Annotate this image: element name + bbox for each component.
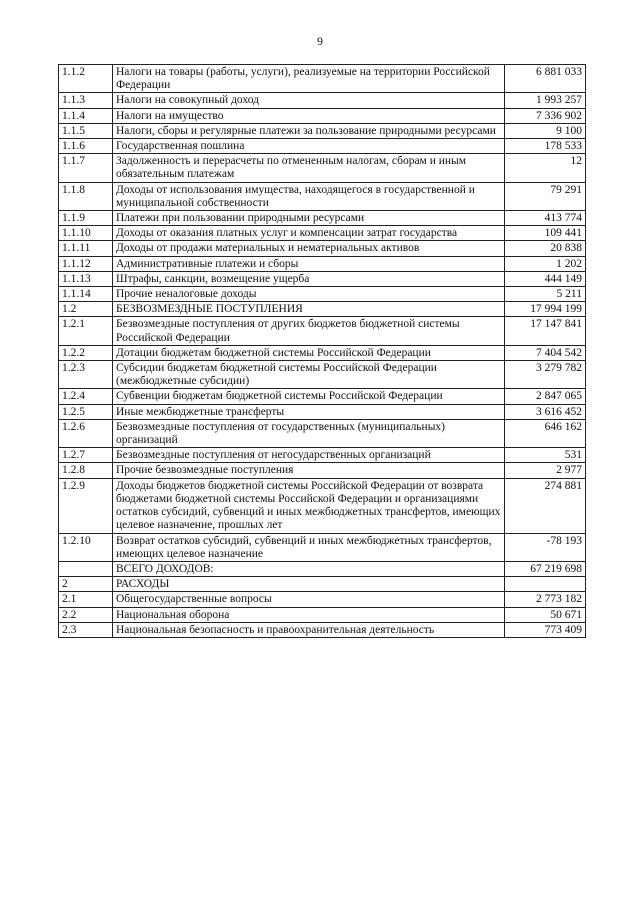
row-name: Платежи при пользовании природными ресурсами <box>113 211 505 226</box>
table-row <box>59 108 586 123</box>
row-code: 1.2.8 <box>59 463 113 478</box>
row-name: Безвозмездные поступления от других бюджетов бюджетной системы Российской Федерации <box>113 317 505 345</box>
row-name: Налоги на товары (работы, услуги), реализуемые на территории Российской Федерации <box>113 65 505 93</box>
row-name: Доходы от продажи материальных и нематериальных активов <box>113 241 505 256</box>
row-name: Национальная безопасность и правоохранительная деятельность <box>113 622 505 637</box>
row-code: 1.1.13 <box>59 271 113 286</box>
row-amount: 20 838 <box>505 241 586 256</box>
row-amount: 1 202 <box>505 256 586 271</box>
row-code: 2.3 <box>59 622 113 637</box>
row-amount: 444 149 <box>505 271 586 286</box>
row-code: 1.2.4 <box>59 389 113 404</box>
table-row <box>59 271 586 286</box>
table-row <box>59 592 586 607</box>
row-code: 1.2 <box>59 302 113 317</box>
row-name: Государственная пошлина <box>113 139 505 154</box>
table-row <box>59 139 586 154</box>
row-name: Штрафы, санкции, возмещение ущерба <box>113 271 505 286</box>
budget-table-body <box>59 65 586 638</box>
row-amount: 2 847 065 <box>505 389 586 404</box>
row-name: Прочие неналоговые доходы <box>113 287 505 302</box>
row-amount: 3 616 452 <box>505 404 586 419</box>
table-row <box>59 533 586 561</box>
row-code: 1.1.7 <box>59 154 113 182</box>
table-row <box>59 478 586 533</box>
page-number: 9 <box>317 34 323 48</box>
row-amount: 79 291 <box>505 182 586 210</box>
table-row <box>59 448 586 463</box>
row-code: 1.2.9 <box>59 478 113 533</box>
table-row <box>59 154 586 182</box>
table-row <box>59 211 586 226</box>
row-code: 1.1.6 <box>59 139 113 154</box>
row-name: Доходы от оказания платных услуг и компенсации затрат государства <box>113 226 505 241</box>
row-code: 1.1.2 <box>59 65 113 93</box>
row-code: 1.2.3 <box>59 361 113 389</box>
row-code: 1.2.2 <box>59 345 113 360</box>
row-amount: 2 977 <box>505 463 586 478</box>
row-amount: 178 533 <box>505 139 586 154</box>
row-amount: 7 404 542 <box>505 345 586 360</box>
row-name: Доходы бюджетов бюджетной системы Российской Федерации от возврата бюджетами бюджетной системы Российской Федерации и организациями остатков субсидий, субвенций и иных межбюджетных трансфертов, имеющих целевое назначение, прошлых лет <box>113 478 505 533</box>
table-row <box>59 622 586 637</box>
row-amount: 12 <box>505 154 586 182</box>
table-row <box>59 361 586 389</box>
row-name: Иные межбюджетные трансферты <box>113 404 505 419</box>
row-name: Безвозмездные поступления от государственных (муниципальных) организаций <box>113 419 505 447</box>
row-code: 1.1.12 <box>59 256 113 271</box>
row-code: 1.1.14 <box>59 287 113 302</box>
row-code: 1.2.1 <box>59 317 113 345</box>
table-row <box>59 607 586 622</box>
row-amount: 109 441 <box>505 226 586 241</box>
table-row <box>59 317 586 345</box>
row-amount <box>505 577 586 592</box>
row-amount: 413 774 <box>505 211 586 226</box>
row-code: 1.2.7 <box>59 448 113 463</box>
table-row <box>59 182 586 210</box>
table-row <box>59 561 586 576</box>
table-row <box>59 302 586 317</box>
row-amount: 17 147 841 <box>505 317 586 345</box>
row-amount: 67 219 698 <box>505 561 586 576</box>
row-code: 1.2.5 <box>59 404 113 419</box>
table-row <box>59 256 586 271</box>
table-row <box>59 241 586 256</box>
table-row <box>59 287 586 302</box>
table-row <box>59 463 586 478</box>
row-name: РАСХОДЫ <box>113 577 505 592</box>
row-name: ВСЕГО ДОХОДОВ: <box>113 561 505 576</box>
row-amount: 5 211 <box>505 287 586 302</box>
row-code: 1.2.6 <box>59 419 113 447</box>
row-code: 1.1.9 <box>59 211 113 226</box>
table-row <box>59 93 586 108</box>
table-row <box>59 123 586 138</box>
row-code <box>59 561 113 576</box>
row-name: Налоги, сборы и регулярные платежи за пользование природными ресурсами <box>113 123 505 138</box>
row-code: 1.2.10 <box>59 533 113 561</box>
row-code: 1.1.5 <box>59 123 113 138</box>
row-name: Национальная оборона <box>113 607 505 622</box>
row-name: Безвозмездные поступления от негосударственных организаций <box>113 448 505 463</box>
table-row <box>59 345 586 360</box>
row-name: Административные платежи и сборы <box>113 256 505 271</box>
row-amount: 531 <box>505 448 586 463</box>
row-name: Субсидии бюджетам бюджетной системы Российской Федерации (межбюджетные субсидии) <box>113 361 505 389</box>
row-code: 2.1 <box>59 592 113 607</box>
table-row <box>59 389 586 404</box>
row-amount: 7 336 902 <box>505 108 586 123</box>
table-row <box>59 577 586 592</box>
row-amount: 3 279 782 <box>505 361 586 389</box>
row-code: 2.2 <box>59 607 113 622</box>
row-amount: 773 409 <box>505 622 586 637</box>
row-code: 2 <box>59 577 113 592</box>
row-name: Возврат остатков субсидий, субвенций и иных межбюджетных трансфертов, имеющих целевое назначение <box>113 533 505 561</box>
row-code: 1.1.8 <box>59 182 113 210</box>
row-amount: 2 773 182 <box>505 592 586 607</box>
budget-table <box>58 64 586 638</box>
row-code: 1.1.3 <box>59 93 113 108</box>
row-name: Налоги на совокупный доход <box>113 93 505 108</box>
row-amount: 274 881 <box>505 478 586 533</box>
row-name: Субвенции бюджетам бюджетной системы Российской Федерации <box>113 389 505 404</box>
table-row <box>59 65 586 93</box>
row-amount: 50 671 <box>505 607 586 622</box>
row-code: 1.1.4 <box>59 108 113 123</box>
row-amount: 646 162 <box>505 419 586 447</box>
row-amount: -78 193 <box>505 533 586 561</box>
table-row <box>59 419 586 447</box>
row-name: Прочие безвозмездные поступления <box>113 463 505 478</box>
row-name: Доходы от использования имущества, находящегося в государственной и муниципальной собственности <box>113 182 505 210</box>
row-name: Дотации бюджетам бюджетной системы Российской Федерации <box>113 345 505 360</box>
row-code: 1.1.10 <box>59 226 113 241</box>
row-name: Общегосударственные вопросы <box>113 592 505 607</box>
row-name: Задолженность и перерасчеты по отмененным налогам, сборам и иным обязательным платежам <box>113 154 505 182</box>
row-name: Налоги на имущество <box>113 108 505 123</box>
row-code: 1.1.11 <box>59 241 113 256</box>
row-name: БЕЗВОЗМЕЗДНЫЕ ПОСТУПЛЕНИЯ <box>113 302 505 317</box>
table-row <box>59 226 586 241</box>
row-amount: 17 994 199 <box>505 302 586 317</box>
table-row <box>59 404 586 419</box>
row-amount: 1 993 257 <box>505 93 586 108</box>
row-amount: 9 100 <box>505 123 586 138</box>
row-amount: 6 881 033 <box>505 65 586 93</box>
